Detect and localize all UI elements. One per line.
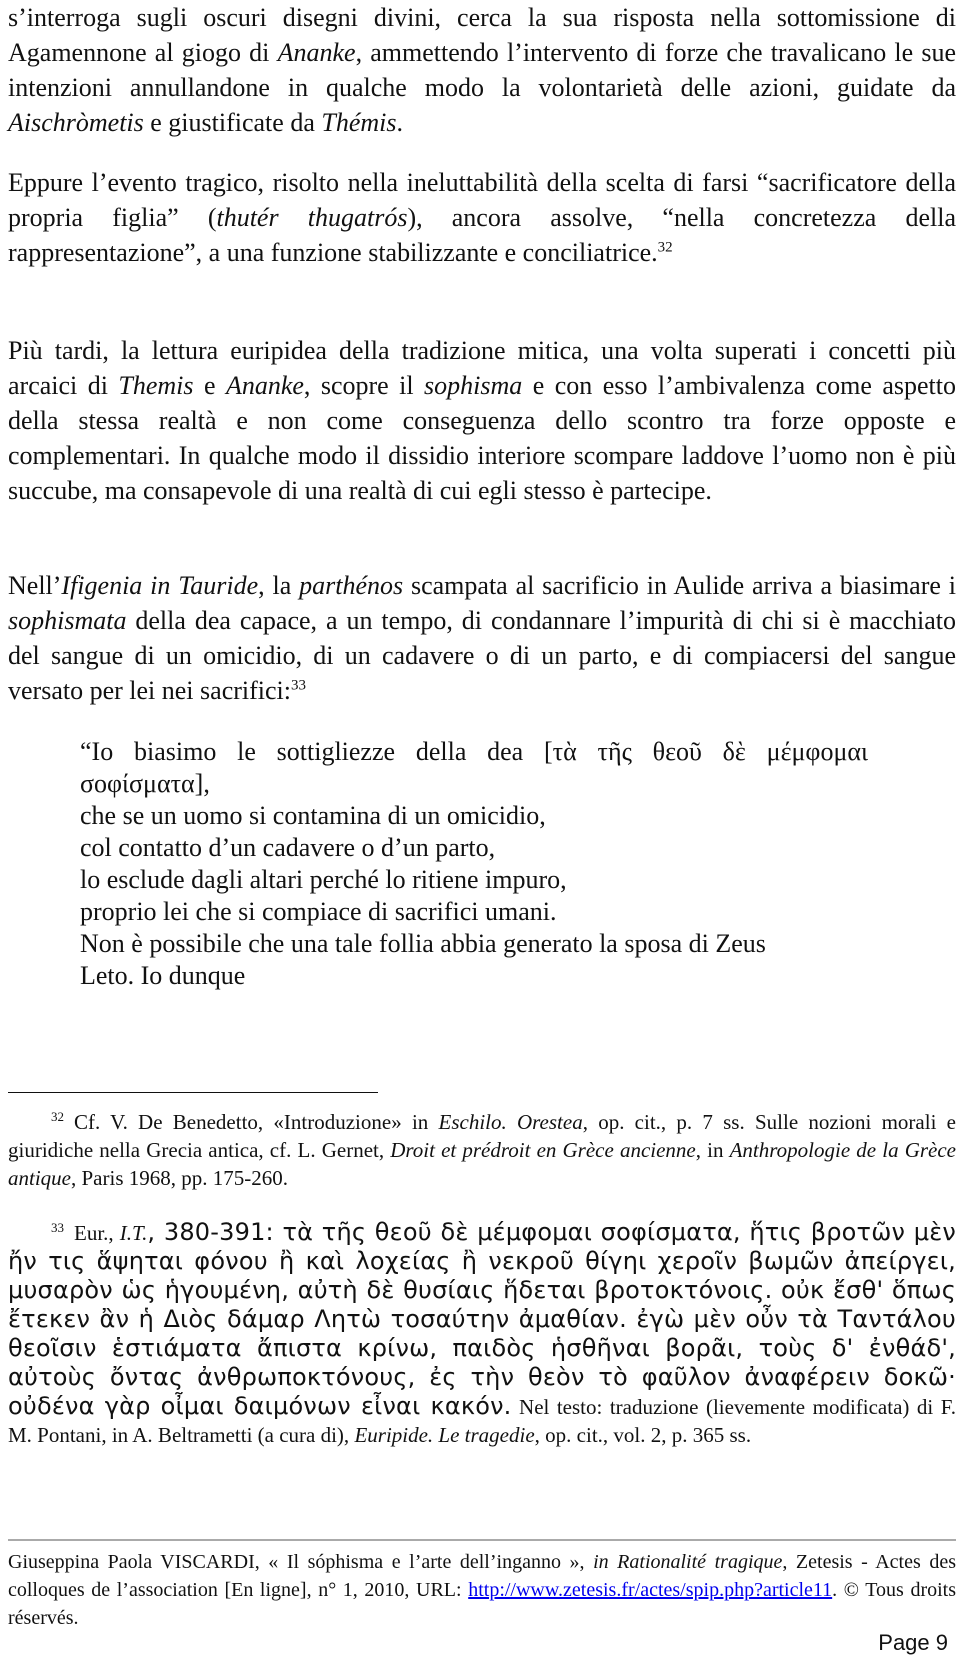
footnote-33: 33 Eur., I.T., 380-391: τὰ τῆς θεοῦ δὲ μέμφομαι σοφίσματα, ἥτις βροτῶν μὲν ἤν τις ἅψηται φόνου ἢ καὶ λοχείας ἢ νεκροῦ θίγηι χεροῖν βωμῶν ἀπείργει, μυσαρὸν ὡς ἡγουμένη, αὐτὴ δὲ θυσίαις ἥδεται βροτοκτόνοις. οὐκ ἔσθ' ὅπως ἔτεκεν ἂν ἡ Διὸς δάμαρ Λητὼ τοσαύτην ἀμαθίαν. ἐγὼ μὲν οὖν τὰ Ταντάλου θεοῖσιν ἑστιάματα ἄπιστα κρίνω, παιδὸς ἡσθῆναι βορᾶι, τοὺς δ' ἐνθάδ', αὐτοὺς ὄντας ἀνθρωποκτόνους, ἐς τὴν θεὸν τὸ φαῦλον ἀναφέρειν δοκῶ· οὐδένα γὰρ οἶμαι δαιμόνων εἶναι κακόν. Nel testo: traduzione (lievemente modificata) di F. M. Pontani, in A. Beltrametti (a cura di), Euripide. Le tragedie, op. cit., vol. 2, p. 365 ss.	[8, 1218, 956, 1447]
footer-separator	[8, 1539, 956, 1541]
text: e con esso l’ambivalenza come aspetto della stessa realtà e non come conseguenza dello scontro tra forze opposte e complementari. In qualche modo il dissidio interiore scompare laddove l’uomo non è più succube, ma consapevole di una realtà di cui egli stesso è partecipe.	[8, 371, 957, 505]
paragraph-2	[8, 165, 956, 270]
italic-title: Eschilo. Orestea	[438, 1110, 583, 1134]
text: , in	[695, 1138, 730, 1162]
italic-title: Euripide. Le tragedie	[354, 1423, 535, 1447]
text: s’interroga sugli oscuri disegni divini, cerca la sua risposta nella sottomissione di Agamennone al giogo di	[8, 3, 956, 67]
text: . © Tous droits réservés.	[8, 1579, 956, 1629]
text: Nel testo: traduzione (lievemente modificata) di F. M. Pontani, in A. Beltrametti (a cura di),	[8, 1395, 956, 1447]
footer-citation	[8, 1548, 956, 1632]
italic-title: Anthropologie de la Grèce antique	[8, 1138, 957, 1190]
text: , Zetesis - Actes des colloques de l’association [En ligne], n° 1, 2010, URL:	[8, 1551, 956, 1601]
italic-term: sophismata	[8, 606, 127, 635]
text: Più tardi, la lettura euripidea della tradizione mitica, una volta superati i concetti più arcaici di	[8, 336, 956, 400]
italic-term: sophisma	[424, 371, 523, 400]
text: Nell’	[8, 571, 62, 600]
italic-title: in Rationalité tragique	[593, 1551, 783, 1573]
text: , scopre il	[303, 371, 425, 400]
quote-line: col contatto d’un cadavere o d’un parto,	[80, 833, 496, 862]
page-number: Page 9	[878, 1630, 948, 1655]
text: e giustificate da	[143, 108, 322, 137]
italic-term: Ifigenia in Tauride	[61, 571, 259, 600]
text: della dea capace, a un tempo, di condannare l’impurità di chi si è macchiato del sangue di un omicidio, di un cadavere o di un parto, e di compiacersi del sangue versato per lei nei sacrifici:	[8, 606, 956, 705]
text: , la	[258, 571, 300, 600]
quote-line: “Io biasimo le sottigliezze della dea [τὰ τῆς θεοῦ δὲ μέμφομαι	[80, 737, 868, 766]
italic-term: Thémis	[321, 108, 397, 137]
source-link[interactable]: http://www.zetesis.fr/actes/spip.php?article11	[468, 1579, 833, 1601]
greek-text: , 380-391: τὰ τῆς θεοῦ δὲ μέμφομαι σοφίσματα, ἥτις βροτῶν μὲν ἤν τις ἅψηται φόνου ἢ καὶ λοχείας ἢ νεκροῦ θίγηι χεροῖν βωμῶν ἀπείργει, μυσαρὸν ὡς ἡγουμένη, αὐτὴ δὲ θυσίαις ἥδεται βροτοκτόνοις. οὐκ ἔσθ' ὅπως ἔτεκεν ἂν ἡ Διὸς δάμαρ Λητὼ τοσαύτην ἀμαθίαν. ἐγὼ μὲν οὖν τὰ Ταντάλου θεοῖσιν ἑστιάματα ἄπιστα κρίνω, παιδὸς ἡσθῆναι βορᾶι, τοὺς δ' ἐνθάδ', αὐτοὺς ὄντας ἀνθρωποκτόνους, ἐς τὴν θεὸν τὸ φαῦλον ἀναφέρειν δοκῶ· οὐδένα γὰρ οἶμαι δαιμόνων εἶναι κακόν.	[8, 1218, 956, 1420]
footnote-32: 32 Cf. V. De Benedetto, «Introduzione» in Eschilo. Orestea, op. cit., p. 7 ss. Sulle nozioni morali e giuridiche nella Grecia antica, cf. L. Gernet, Droit et prédroit en Grèce ancienne, in Anthropologie de la Grèce antique, Paris 1968, pp. 175-260.	[8, 1109, 957, 1190]
block-quote	[80, 736, 960, 992]
text: .	[396, 108, 403, 137]
text: Eur.,	[74, 1221, 120, 1245]
italic-title: Droit et prédroit en Grèce ancienne	[390, 1138, 696, 1162]
quote-line: proprio lei che si compiace di sacrifici umani.	[80, 897, 557, 926]
footnote-separator	[8, 1092, 378, 1093]
paragraph-3	[8, 333, 956, 508]
text: Cf. V. De Benedetto, «Introduzione» in	[74, 1110, 439, 1134]
italic-term: parthénos	[299, 571, 404, 600]
footnote-ref-33[interactable]: 33	[290, 677, 306, 694]
text: , Paris 1968, pp. 175-260.	[71, 1166, 288, 1190]
quote-line: che se un uomo si contamina di un omicidio,	[80, 801, 546, 830]
text: , op. cit., p. 7 ss. Sulle nozioni morali e giuridiche nella Grecia antica, cf. L. Gernet,	[8, 1110, 956, 1162]
quote-line: lo esclude dagli altari perché lo ritiene impuro,	[80, 865, 567, 894]
italic-term: Aischròmetis	[8, 108, 144, 137]
text: , op. cit., vol. 2, p. 365 ss.	[534, 1423, 752, 1447]
paragraph-1	[8, 0, 956, 140]
quote-line: Non è possibile che una tale follia abbia generato la sposa di Zeus	[80, 929, 766, 958]
paragraph-4	[8, 568, 956, 708]
quote-line: σοφίσματα],	[80, 769, 210, 798]
text: scampata al sacrificio in Aulide arriva a biasimare i	[403, 571, 956, 600]
italic-title: I.T.	[119, 1221, 148, 1245]
text: , ammettendo l’intervento di forze che travalicano le sue intenzioni annullandone in qualche modo la volontarietà delle azioni, guidate da	[8, 38, 956, 102]
italic-term: Ananke	[225, 371, 304, 400]
text: e	[193, 371, 226, 400]
footnote-ref-32[interactable]: 32	[657, 239, 673, 256]
quote-line: Leto. Io dunque	[80, 961, 246, 990]
italic-term: Themis	[118, 371, 194, 400]
text: Giuseppina Paola VISCARDI, « Il sóphisma e l’arte dell’inganno »,	[8, 1551, 594, 1573]
text: Eppure l’evento tragico, risolto nella ineluttabilità della scelta di farsi “sacrificatore della propria figlia” (	[8, 168, 956, 232]
text: ), ancora assolve, “nella concretezza della rappresentazione”, a una funzione stabilizzante e conciliatrice.	[8, 203, 956, 267]
italic-term: thutér thugatrós	[216, 203, 408, 232]
italic-term: Ananke	[277, 38, 356, 67]
